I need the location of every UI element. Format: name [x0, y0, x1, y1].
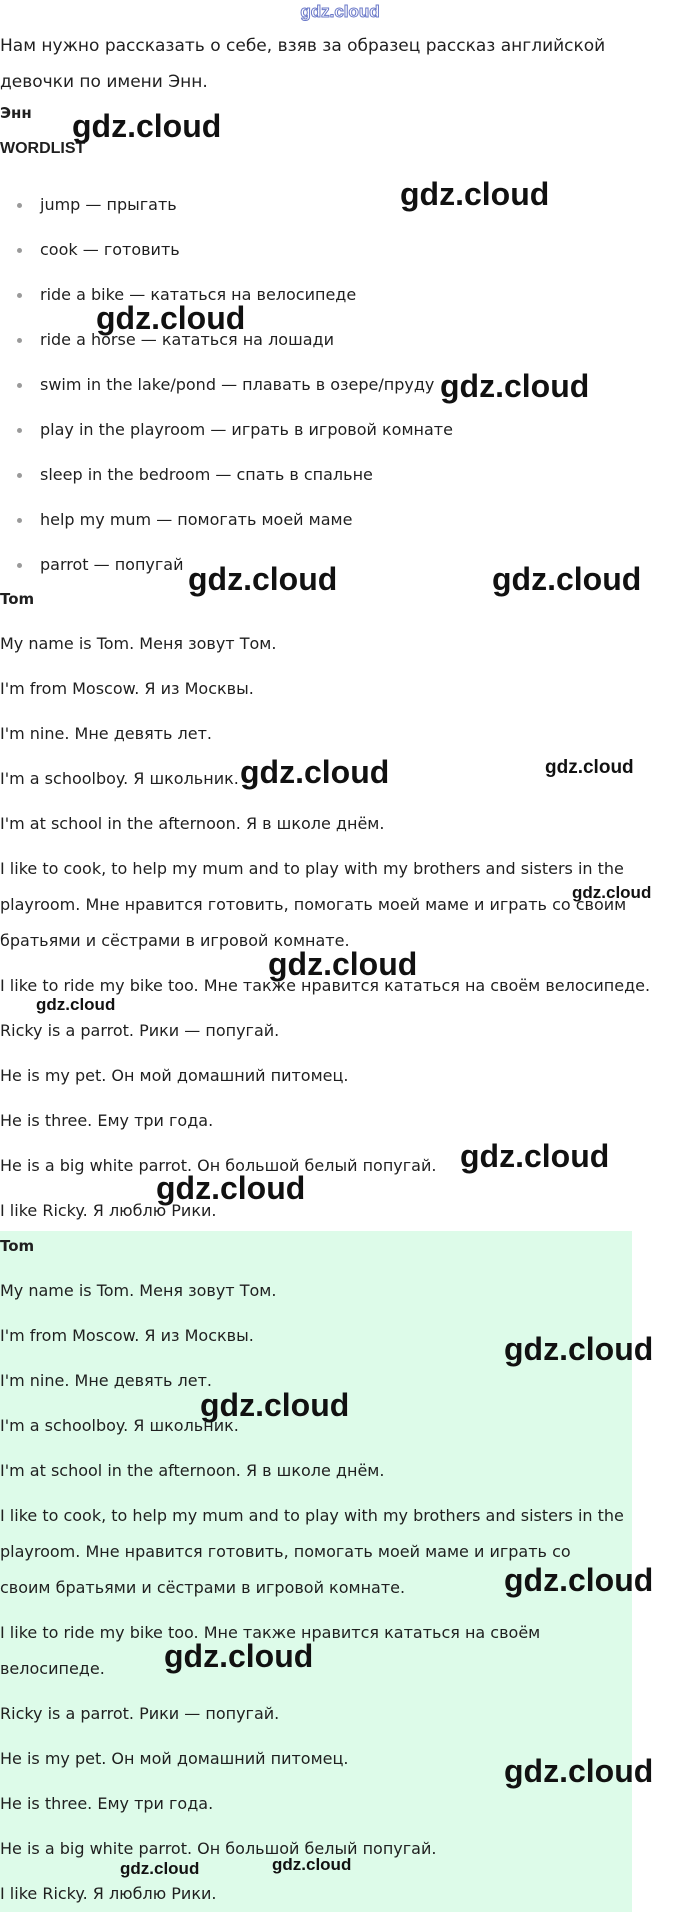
wordlist-item-text: ride a horse — кататься на лошади — [40, 330, 334, 349]
bullet-icon — [17, 473, 22, 478]
bullet-icon — [17, 203, 22, 208]
story-line: I'm from Moscow. Я из Москвы. — [0, 679, 254, 698]
wordlist — [0, 186, 453, 591]
wordlist-title: WORDLIST — [0, 140, 86, 157]
story-title: Tom — [0, 590, 35, 608]
story-line: I like Ricky. Я люблю Рики. — [0, 1201, 217, 1220]
wordlist-item — [0, 366, 453, 411]
answer-line: He is a big white parrot. Он большой белый попугай. — [0, 1839, 437, 1858]
wordlist-item — [0, 411, 453, 456]
answer-line: I'm nine. Мне девять лет. — [0, 1371, 212, 1390]
watermark: gdz.cloud — [200, 1387, 350, 1423]
wordlist-item-text: cook — готовить — [40, 240, 180, 259]
bullet-icon — [17, 563, 22, 568]
watermark: gdz.cloud — [240, 754, 390, 790]
wordlist-item — [0, 456, 453, 501]
watermark: gdz.cloud — [36, 995, 116, 1014]
answer-line: I'm a schoolboy. Я школьник. — [0, 1416, 239, 1435]
watermark: gdz.cloud — [492, 561, 642, 597]
bullet-icon — [17, 338, 22, 343]
watermark: gdz.cloud — [504, 1562, 654, 1598]
story-line: He is a big white parrot. Он большой белый попугай. — [0, 1156, 437, 1175]
watermark: gdz.cloud — [460, 1138, 610, 1174]
wordlist-item — [0, 501, 453, 546]
bullet-icon — [17, 293, 22, 298]
bullet-icon — [17, 248, 22, 253]
name-label: Энн — [0, 104, 32, 122]
watermark: gdz.cloud — [572, 883, 652, 902]
wordlist-item — [0, 186, 453, 231]
story-line: I like to ride my bike too. Мне также нравится кататься на своём велосипеде. — [0, 976, 651, 995]
answer-line: I like to ride my bike too. Мне также нравится кататься на своём велосипеде. — [0, 1623, 541, 1678]
bullet-icon — [17, 383, 22, 388]
bullet-icon — [17, 518, 22, 523]
wordlist-item-text: jump — прыгать — [40, 195, 177, 214]
watermark: gdz.cloud — [268, 946, 418, 982]
watermark: gdz.cloud — [164, 1638, 314, 1674]
watermark: gdz.cloud — [72, 108, 222, 144]
watermark: gdz.cloud — [96, 300, 246, 336]
answer-line: My name is Tom. Меня зовут Том. — [0, 1281, 277, 1300]
watermark: gdz.cloud — [400, 176, 550, 212]
watermark: gdz.cloud — [188, 561, 338, 597]
story-line: I like to cook, to help my mum and to play with my brothers and sisters in the playroom. Мне нравится готовить, помогать моей маме и играть со своим братьями и сёстрами в игровой комнате. — [0, 859, 627, 950]
wordlist-item-text: parrot — попугай — [40, 555, 184, 574]
story-line: I'm at school in the afternoon. Я в школе днём. — [0, 814, 385, 833]
story-line: I'm a schoolboy. Я школьник. — [0, 769, 239, 788]
story-line: My name is Tom. Меня зовут Том. — [0, 634, 277, 653]
story-line: Ricky is a parrot. Рики — попугай. — [0, 1021, 280, 1040]
answer-line: I'm from Moscow. Я из Москвы. — [0, 1326, 254, 1345]
top-watermark: gdz.cloud — [300, 2, 380, 21]
watermark: gdz.cloud — [156, 1170, 306, 1206]
wordlist-item — [0, 231, 453, 276]
bullet-icon — [17, 428, 22, 433]
answer-line: He is three. Ему три года. — [0, 1794, 214, 1813]
story-line: I'm nine. Мне девять лет. — [0, 724, 212, 743]
watermark: gdz.cloud — [440, 368, 590, 404]
watermark: gdz.cloud — [120, 1859, 200, 1878]
story-line: He is three. Ему три года. — [0, 1111, 214, 1130]
answer-line: Ricky is a parrot. Рики — попугай. — [0, 1704, 280, 1723]
intro-text: Нам нужно рассказать о себе, взяв за образец рассказ английской девочки по имени Энн. — [0, 36, 606, 92]
wordlist-item-text: play in the playroom — играть в игровой комнате — [40, 420, 453, 439]
story-line: He is my pet. Он мой домашний питомец. — [0, 1066, 349, 1085]
wordlist-item-text: help my mum — помогать моей маме — [40, 510, 353, 529]
wordlist-item-text: sleep in the bedroom — спать в спальне — [40, 465, 373, 484]
wordlist-item-text: swim in the lake/pond — плавать в озере/пруду — [40, 375, 435, 394]
watermark: gdz.cloud — [504, 1753, 654, 1789]
answer-line: He is my pet. Он мой домашний питомец. — [0, 1749, 349, 1768]
watermark: gdz.cloud — [272, 1855, 352, 1874]
watermark: gdz.cloud — [504, 1331, 654, 1367]
answer-line: I like Ricky. Я люблю Рики. — [0, 1884, 217, 1903]
answer-line: I like to cook, to help my mum and to play with my brothers and sisters in the playroom. Мне нравится готовить, помогать моей маме и играть со своим братьями и сёстрами в игровой комнате. — [0, 1506, 624, 1597]
watermark: gdz.cloud — [545, 757, 634, 778]
answer-line: I'm at school in the afternoon. Я в школе днём. — [0, 1461, 385, 1480]
wordlist-item-text: ride a bike — кататься на велосипеде — [40, 285, 357, 304]
answer-title: Tom — [0, 1237, 35, 1255]
